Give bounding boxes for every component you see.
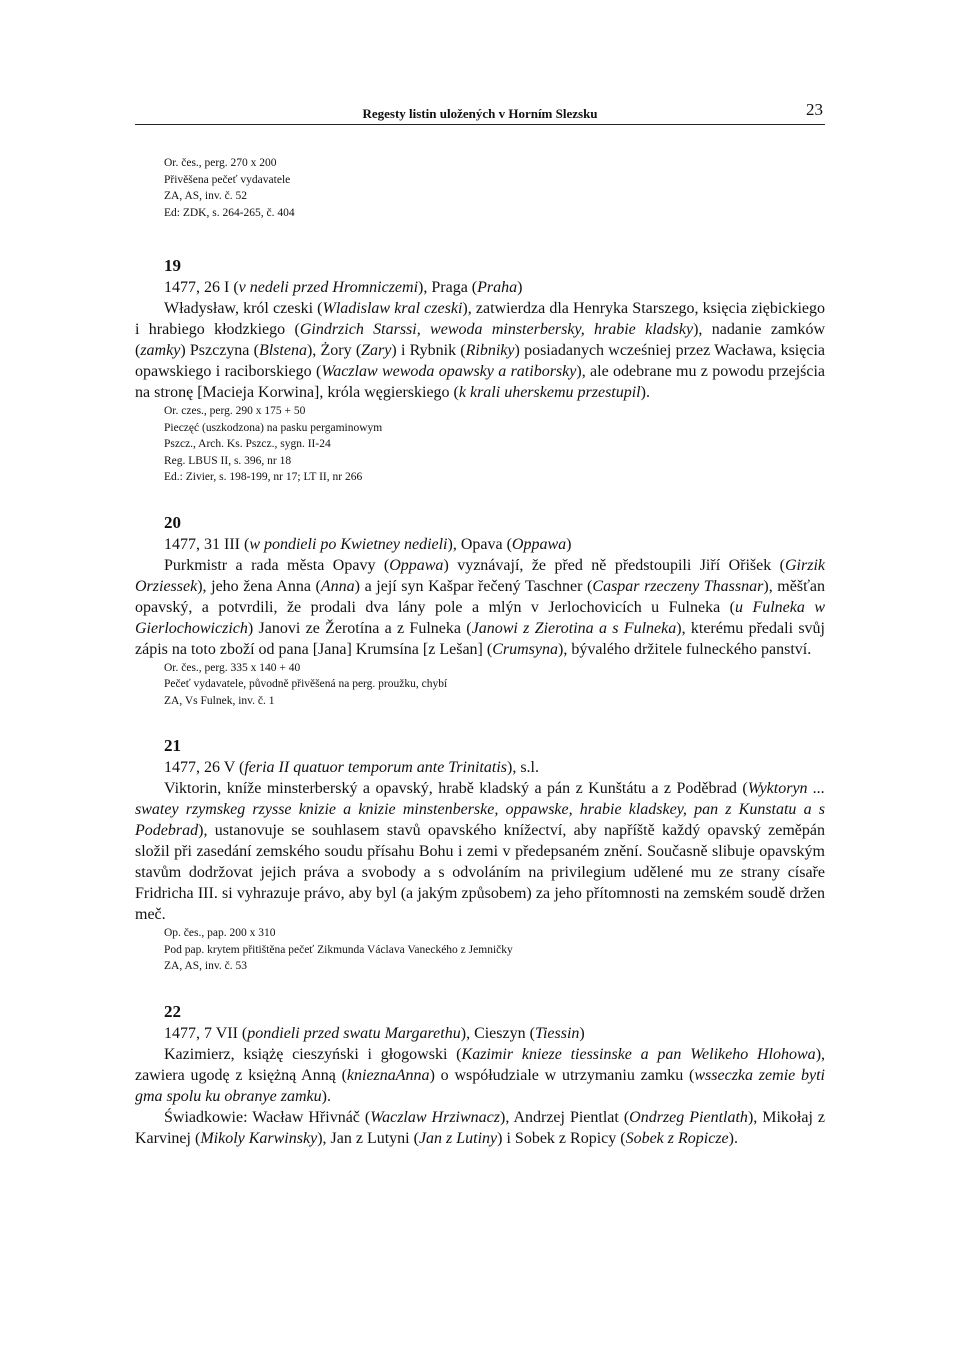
entry-date-place: 1477, 26 V (feria II quatuor temporum ante Trinitatis), s.l. (164, 759, 539, 776)
entry-number: 19 (164, 256, 181, 275)
entry-abstract: Kazimierz, książę cieszyński i głogowski (Kazimir knieze tiessinske a pan Welikeho Hlohowa), zawiera ugodę z księżną Anną (knieznaAnna) o współudziale w utrzymaniu zamku (wsseczka zemie byti gma spolu ku obranye zamku). (135, 1045, 826, 1105)
regest-entry-20 (135, 512, 825, 710)
page-number: 23 (806, 100, 823, 119)
entry-date-place: 1477, 7 VII (pondieli przed swatu Margarethu), Cieszyn (Tiessin) (164, 1024, 585, 1042)
archival-note: Or. čes., perg. 270 x 200 (164, 157, 277, 169)
page-content (135, 155, 825, 1149)
running-title: Regesty listin uložených v Horním Slezsku (362, 106, 598, 121)
archival-notes (135, 403, 825, 486)
archival-note: Or. čes., perg. 335 x 140 + 40 (164, 661, 301, 674)
entry-abstract: Purkmistr a rada města Opavy (Oppawa) vyznávají, že před ně předstoupili Jiří Ořišek (Girzik Orziessek), jeho žena Anna (Anna) a její syn Kašpar řečený Taschner (Caspar rzeczeny Thassnar), měšťan opavský, a potvrdili, že prodali dva lány pole a mlýn v Jerlochovicích u Fulneka (u Fulneka w Gierlochowiczich) Janovi ze Žerotína a z Fulneka (Janowi z Zierotina a s Fulneka), kterému předali svůj zápis na toto zboží od pana [Jana] Krumsína [z Lešan] (Crumsyna), bývalého držitele fulneckého panství. (135, 556, 826, 658)
archival-note: Pszcz., Arch. Ks. Pszcz., sygn. II-24 (164, 438, 331, 450)
archival-note: Ed.: Zivier, s. 198-199, nr 17; LT II, nr 266 (164, 471, 363, 483)
regest-entry-22 (135, 1001, 825, 1149)
page-header (135, 100, 825, 125)
archival-note: Reg. LBUS II, s. 396, nr 18 (164, 454, 292, 467)
entry-date-place: 1477, 26 I (v nedeli przed Hromniczemi), Praga (Praha) (164, 279, 523, 296)
entry-abstract: Władysław, król czeski (Wladislaw kral czeski), zatwierdza dla Henryka Starszego, księcia ziębickiego i hrabiego kłodzkiego (Gindrzich Starssi, wewoda minsterbersky, hrabie kladsky), nadanie zamków (zamky) Pszczyna (Blstena), Żory (Zary) i Rybnik (Ribniky) posiadanych wcześniej przez Wacława, księcia opawskiego i raciborskiego (Waczlaw wewoda opawsky a ratiborsky), ale odebrane mu z powodu przejścia na stronę [Macieja Korwina], króla węgierskiego (k krali uherskemu przestupil). (135, 300, 826, 401)
archival-note: Pod pap. krytem přitištěna pečeť Zikmunda Václava Vaneckého z Jemničky (164, 943, 513, 956)
archival-note: Pieczęć (uszkodzona) na pasku pergaminowym (164, 421, 383, 434)
archival-notes (135, 925, 825, 975)
archival-note: Pečeť vydavatele, původně přivěšená na perg. proužku, chybí (164, 678, 448, 690)
entry-witnesses: Świadkowie: Wacław Hřivnáč (Waczlaw Hrziwnacz), Andrzej Pientlat (Ondrzeg Pientlath), Mikołaj z Karvinej (Mikoly Karwinsky), Jan z Lutyni (Jan z Lutiny) i Sobek z Ropicy (Sobek z Ropicze). (135, 1108, 826, 1147)
entry-date-place: 1477, 31 III (w pondieli po Kwietney nedieli), Opava (Oppawa) (164, 535, 572, 553)
archival-note: ZA, AS, inv. č. 52 (164, 190, 247, 202)
entry-abstract: Viktorin, kníže minsterberský a opavský, hrabě kladský a pán z Kunštátu a z Poděbrad (Wyktoryn ... swatey rzymskeg rzysse knizie a knizie minstenberske, oppawske, hrabie kladskey, pan z Kunstatu a s Podebrad), ustanovuje se souhlasem stavů opavského knížectví, aby napříště každý opavský zeměpán složil při zasedání zemského soudu přísahu Bohu i zemi v předepsaném znění. Současně slibuje opavským stavům dodržovat jejich práva a svobody a s odvoláním na privilegium udělené mu ze strany císaře Fridricha III. si vyhrazuje právo, aby byl (a jakým způsobem) za jeho přítomnosti na zemském soudě držen meč. (135, 780, 825, 923)
entry-number: 20 (164, 512, 181, 532)
archival-note: ZA, Vs Fulnek, inv. č. 1 (164, 694, 275, 707)
archival-note: Ed: ZDK, s. 264-265, č. 404 (164, 206, 295, 219)
regest-entry-21 (135, 735, 825, 975)
archival-note: Přivěšena pečeť vydavatele (164, 173, 291, 186)
regest-entry-19 (135, 255, 825, 486)
archival-notes (135, 660, 825, 710)
entry-number: 22 (164, 1001, 181, 1021)
archival-note: Op. čes., pap. 200 x 310 (164, 927, 276, 939)
entry-number: 21 (164, 736, 181, 755)
archival-notes-top (135, 155, 825, 221)
archival-note: Or. czes., perg. 290 x 175 + 50 (164, 405, 306, 417)
archival-note: ZA, AS, inv. č. 53 (164, 960, 247, 972)
